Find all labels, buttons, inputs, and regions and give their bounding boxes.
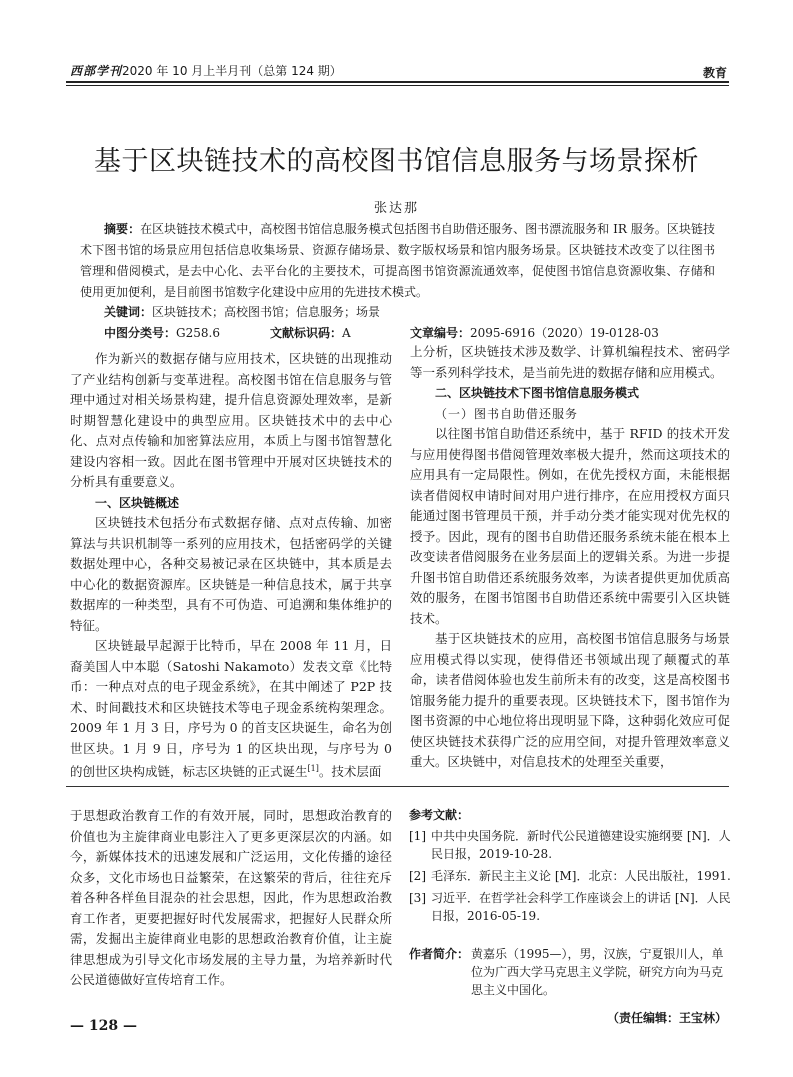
citation-ref: [1] (307, 764, 319, 773)
document-code (270, 324, 351, 341)
header-rule-thin (66, 85, 729, 86)
reference-item (409, 827, 731, 863)
keywords-text: 区块链技术；高校图书馆；信息服务；场景 (152, 305, 381, 319)
header-rule-thick (66, 81, 729, 83)
body-text: 。技术层面 (318, 764, 382, 780)
body-paragraph: 基于区块链技术的应用，高校图书馆信息服务与场景应用模式得以实现，使得借还书领域出现了颠覆式的革命，读者借阅体验也发生前所未有的改变，这是高校图书馆服务能力提升的重要表现。区块链技术下，图书馆作为图书资源的中心地位将出现明显下降，这种弱化效应可促使区块链技术获得广泛的应用空间，对提升管理效率意义重大。区块链中，对信息技术的处理至关重要， (410, 631, 730, 769)
doc-code-value: A (342, 326, 351, 340)
issue-info: 2020 年 10 月上半月刊（总第 124 期） (122, 64, 342, 78)
body-paragraph: 上分析，区块链技术涉及数学、计算机编程技术、密码学等一系列科学技术，是当前先进的数据存储和应用模式。 (410, 344, 730, 380)
journal-name: 西部学刊 (70, 64, 123, 78)
responsible-editor: （责任编辑：王宝林） (606, 1011, 727, 1025)
page-number: — 128 — (70, 1018, 137, 1034)
body-paragraph: 作为新兴的数据存储与应用技术，区块链的出现推动了产业结构创新与变革进程。高校图书馆在信息服务与管理中通过对相关场景构建，提升信息资源处理效率，是新时期智慧化建设中的典型应用。区块链技术中的去中心化、点对点传输和加密算法应用，本质上与图书馆智慧化建设内容相一致。因此在图书管理中开展对区块链技术的分析具有重要意义。 (70, 351, 392, 489)
body-paragraph: 以往图书馆自助借还系统中，基于 RFID 的技术开发与应用使得图书借阅管理效率极大提升，然而这项技术的应用具有一定局限性。例如，在优先授权方面，未能根据读者借阅权申请时间对用户进行排序，在应用授权方面只能通过图书管理员干预，并手动分类才能实现对优先权的授予。因此，现有的图书自助借还服务系统未能在根本上改变读者借阅服务在业务层面上的逻辑关系。为进一步提升图书馆自助借还系统服务效率，为读者提供更加优质高效的服务，在图书馆图书自助借还系统中需要引入区块链技术。 (410, 426, 730, 626)
article-divider (66, 786, 729, 787)
body-paragraph: 区块链技术包括分布式数据存储、点对点传输、加密算法与共识机制等一系列的应用技术，包括密码学的关键数据处理中心，各种交易被记录在区块链中，其本质是去中心化的数据资源库。区块链是一种信息技术，属于共享数据库的一种类型，具有不可伪造、可追溯和集体维护的特征。 (70, 515, 392, 633)
reference-item (409, 867, 731, 885)
reference-item (409, 889, 731, 925)
reference-number: [2] (409, 869, 426, 883)
body-paragraph (70, 636, 392, 783)
clc-label: 中图分类号： (104, 326, 177, 340)
bio-text: 黄嘉乐（1995—），男，汉族，宁夏银川人，单位为广西大学马克思主义学院，研究方向为马克思主义中国化。 (471, 947, 724, 997)
keywords (104, 303, 380, 320)
reference-text: 毛泽东．新民主主义论 [M]．北京：人民出版社，1991. (431, 869, 731, 883)
reference-number: [3] (409, 891, 426, 905)
section-heading-1: 一、区块链概述 (95, 495, 180, 510)
section-label: 教育 (702, 66, 727, 80)
article-author: 张达那 (373, 201, 419, 216)
author-bio (409, 945, 731, 999)
section-heading-2: 二、区块链技术下图书馆信息服务模式 (435, 386, 640, 400)
bio-label: 作者简介： (409, 947, 470, 961)
keywords-label: 关键词： (104, 305, 153, 319)
article-no-label: 文章编号： (410, 326, 471, 340)
abstract (80, 219, 715, 303)
article-title: 基于区块链技术的高校图书馆信息服务与场景探析 (94, 146, 699, 177)
article-no-value: 2095-6916（2020）19-0128-03 (470, 326, 659, 340)
body-right-column (410, 342, 730, 773)
article-number (410, 324, 659, 341)
previous-article-backmatter (409, 806, 731, 1026)
reference-text: 习近平．在哲学社会科学工作座谈会上的讲话 [N]．人民日报，2016-05-19. (431, 891, 731, 923)
clc-value: G258.6 (176, 326, 220, 340)
abstract-label: 摘要： (104, 222, 141, 236)
reference-text: 中共中央国务院．新时代公民道德建设实施纲要 [N]．人民日报，2019-10-28. (431, 829, 731, 861)
doc-code-label: 文献标识码： (270, 326, 343, 340)
subsection-heading: （一）图书自助借还服务 (435, 406, 579, 421)
abstract-text: 在区块链技术模式中，高校图书馆信息服务模式包括图书自助借还服务、图书漂流服务和 IR 服务。区块链技术下图书馆的场景应用包括信息收集场景、资源存储场景、数字版权场景和馆内服务场景。区块链技术改变了以往图书管理和借阅模式，是去中心化、去平台化的主要技术，可提高图书馆资源流通效率，促使图书馆信息资源收集、存储和使用更加便利，是目前图书馆数字化建设中应用的先进技术模式。 (80, 222, 715, 299)
body-left-column (70, 349, 392, 783)
previous-article-text: 于思想政治教育工作的有效开展，同时，思想政治教育的价值也为主旋律商业电影注入了更多更深层次的内涵。如今，新媒体技术的迅速发展和广泛运用，文化传播的途径众多，文化市场也日益繁荣，在这繁荣的背后，往往充斥着各种各样鱼目混杂的社会思想，因此，作为思想政治教育工作者，更要把握好时代发展需求，把握好人民群众所需，发掘出主旋律商业电影的思想政治教育价值，让主旋律思想成为引导文化市场发展的主导力量，为培养新时代公民道德做好宣传培育工作。 (70, 808, 392, 987)
clc-number (104, 324, 220, 341)
references-heading: 参考文献： (409, 808, 470, 822)
running-header (70, 62, 342, 79)
reference-number: [1] (409, 829, 426, 843)
body-text: 区块链最早起源于比特币，早在 2008 年 11 月，日裔美国人中本聪（Satoshi Nakamoto）发表文章《比特币：一种点对点的电子现金系统》，在其中阐述了 P2P 技术、时间戳技术和区块链技术等电子现金系统构架理念。2009 年 1 月 3 日，序号为 0 的首支区块诞生，命名为创世区块。1 月 9 日，序号为 1 的区块出现，与序号为 0 的创世区块构成链，标志区块链的正式诞生 (70, 638, 392, 780)
